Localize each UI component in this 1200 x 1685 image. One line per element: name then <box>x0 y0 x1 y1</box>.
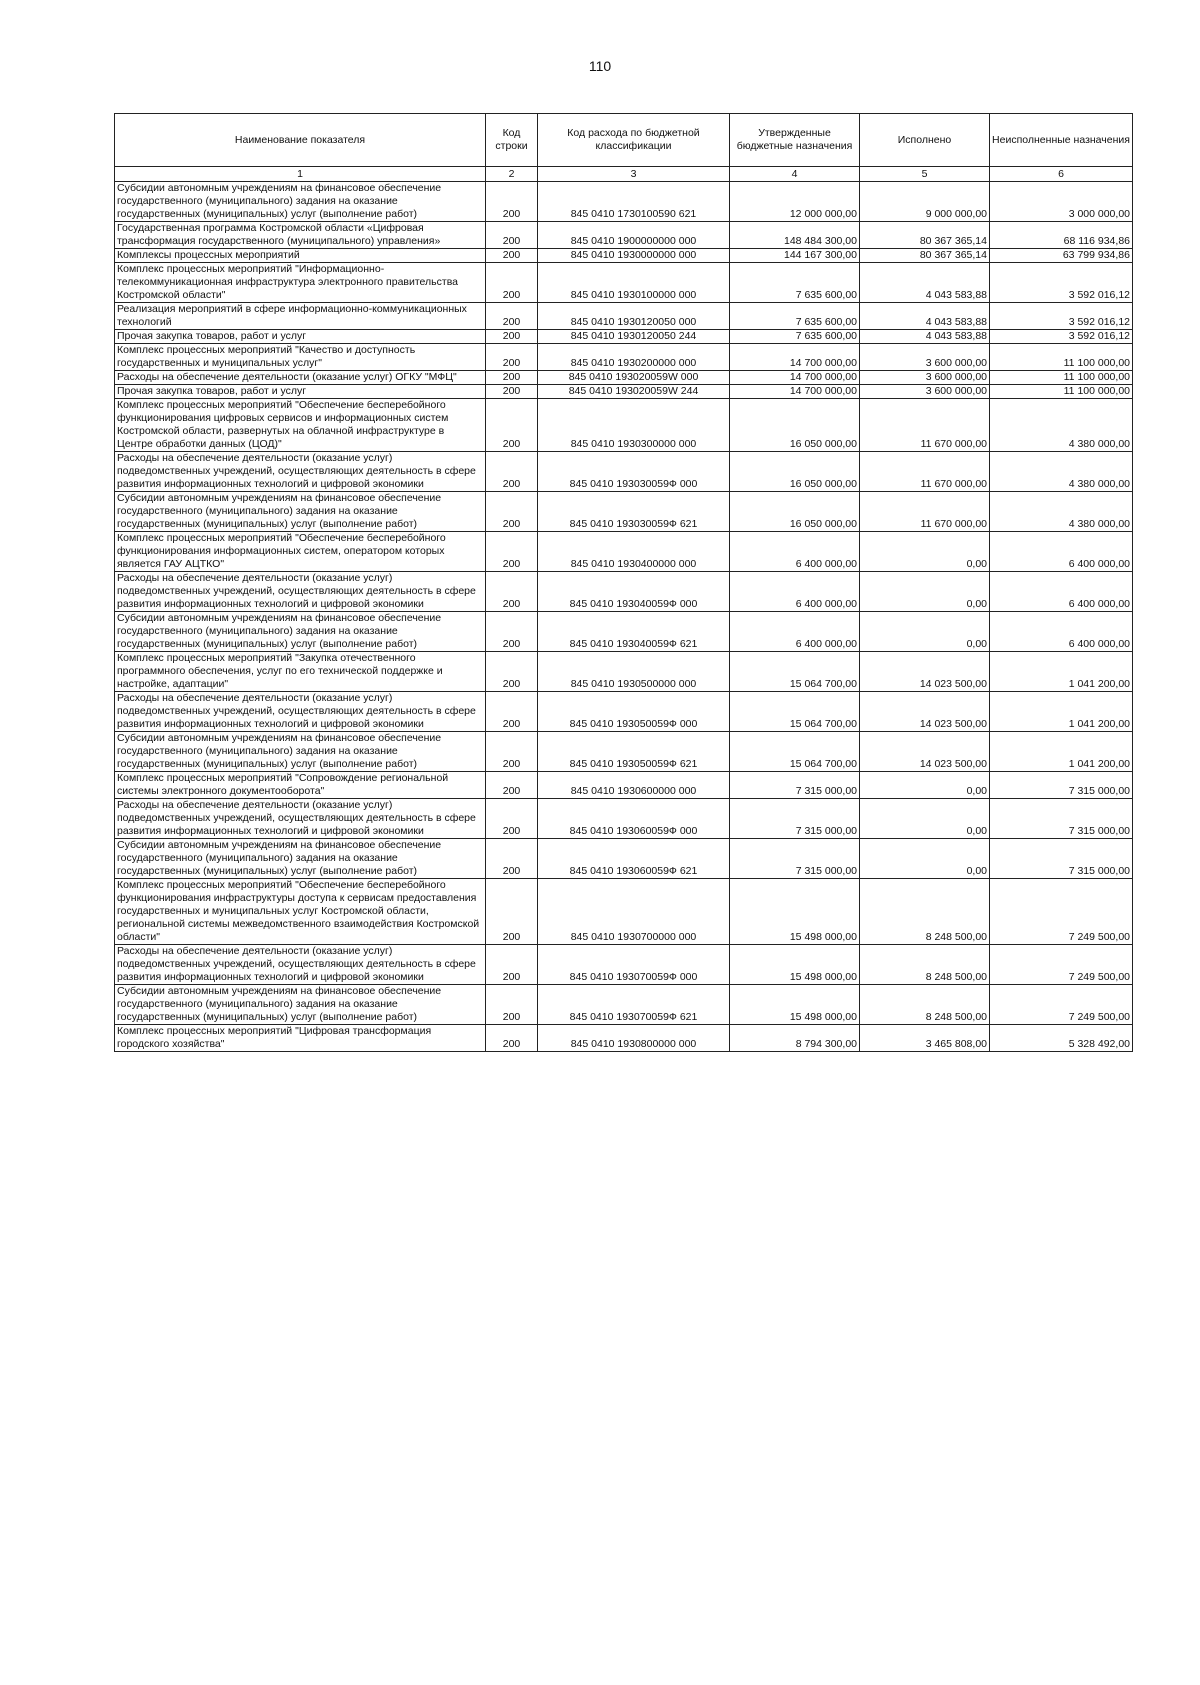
row-name-cell: Расходы на обеспечение деятельности (оказание услуг) подведомственных учреждений, осуществляющих деятельность в сфере развития информационных технологий и цифровой экономики <box>115 799 486 839</box>
row-budget-code-cell: 845 0410 193070059Ф 000 <box>538 945 730 985</box>
row-line-code-cell: 200 <box>486 222 538 249</box>
row-line-code-cell: 200 <box>486 945 538 985</box>
column-number: 3 <box>538 167 730 182</box>
header-name: Наименование показателя <box>115 114 486 167</box>
table-body <box>115 182 1133 1052</box>
row-unexecuted-cell: 7 249 500,00 <box>990 985 1133 1025</box>
row-executed-cell: 14 023 500,00 <box>860 692 990 732</box>
row-name-cell: Комплекс процессных мероприятий "Обеспечение бесперебойного функционирования информационных систем, оператором которых является ГАУ АЦТКО" <box>115 532 486 572</box>
row-name-cell: Субсидии автономным учреждениям на финансовое обеспечение государственного (муниципального) задания на оказание государственных (муниципальных) услуг (выполнение работ) <box>115 492 486 532</box>
table-row <box>115 222 1133 249</box>
row-line-code-cell: 200 <box>486 263 538 303</box>
row-approved-cell: 15 064 700,00 <box>730 652 860 692</box>
row-approved-cell: 6 400 000,00 <box>730 572 860 612</box>
row-line-code-cell: 200 <box>486 652 538 692</box>
row-executed-cell: 14 023 500,00 <box>860 652 990 692</box>
row-unexecuted-cell: 7 249 500,00 <box>990 879 1133 945</box>
table-row <box>115 249 1133 263</box>
row-unexecuted-cell: 63 799 934,86 <box>990 249 1133 263</box>
row-line-code-cell: 200 <box>486 532 538 572</box>
row-executed-cell: 0,00 <box>860 532 990 572</box>
column-number: 1 <box>115 167 486 182</box>
table-row <box>115 385 1133 399</box>
table-row <box>115 344 1133 371</box>
row-approved-cell: 15 064 700,00 <box>730 732 860 772</box>
header-budget-code: Код расхода по бюджетной классификации <box>538 114 730 167</box>
row-executed-cell: 8 248 500,00 <box>860 879 990 945</box>
row-approved-cell: 6 400 000,00 <box>730 612 860 652</box>
row-executed-cell: 3 600 000,00 <box>860 385 990 399</box>
row-unexecuted-cell: 6 400 000,00 <box>990 572 1133 612</box>
row-name-cell: Субсидии автономным учреждениям на финансовое обеспечение государственного (муниципального) задания на оказание государственных (муниципальных) услуг (выполнение работ) <box>115 182 486 222</box>
row-executed-cell: 80 367 365,14 <box>860 222 990 249</box>
table-row <box>115 1025 1133 1052</box>
row-name-cell: Расходы на обеспечение деятельности (оказание услуг) подведомственных учреждений, осуществляющих деятельность в сфере развития информационных технологий и цифровой экономики <box>115 692 486 732</box>
row-line-code-cell: 200 <box>486 985 538 1025</box>
row-unexecuted-cell: 3 592 016,12 <box>990 330 1133 344</box>
row-executed-cell: 3 465 808,00 <box>860 1025 990 1052</box>
row-name-cell: Расходы на обеспечение деятельности (оказание услуг) подведомственных учреждений, осуществляющих деятельность в сфере развития информационных технологий и цифровой экономики <box>115 452 486 492</box>
row-unexecuted-cell: 5 328 492,00 <box>990 1025 1133 1052</box>
row-budget-code-cell: 845 0410 1930120050 244 <box>538 330 730 344</box>
row-budget-code-cell: 845 0410 1930800000 000 <box>538 1025 730 1052</box>
table-row <box>115 452 1133 492</box>
row-unexecuted-cell: 7 315 000,00 <box>990 772 1133 799</box>
row-budget-code-cell: 845 0410 193070059Ф 621 <box>538 985 730 1025</box>
row-approved-cell: 144 167 300,00 <box>730 249 860 263</box>
row-name-cell: Субсидии автономным учреждениям на финансовое обеспечение государственного (муниципального) задания на оказание государственных (муниципальных) услуг (выполнение работ) <box>115 839 486 879</box>
row-name-cell: Комплекс процессных мероприятий "Обеспечение бесперебойного функционирования цифровых сервисов и информационных систем Костромской области, развернутых на облачной инфраструктуре в Центре обработки данных (ЦОД)" <box>115 399 486 452</box>
row-unexecuted-cell: 4 380 000,00 <box>990 452 1133 492</box>
row-name-cell: Комплекс процессных мероприятий "Обеспечение бесперебойного функционирования инфраструктуры доступа к сервисам предоставления государственных и муниципальных услуг Костромской области, региональной системы межведомственного взаимодействия Костромской области" <box>115 879 486 945</box>
row-name-cell: Комплекс процессных мероприятий "Цифровая трансформация городского хозяйства" <box>115 1025 486 1052</box>
row-executed-cell: 0,00 <box>860 612 990 652</box>
row-unexecuted-cell: 7 315 000,00 <box>990 799 1133 839</box>
row-line-code-cell: 200 <box>486 1025 538 1052</box>
row-executed-cell: 11 670 000,00 <box>860 492 990 532</box>
row-unexecuted-cell: 6 400 000,00 <box>990 612 1133 652</box>
row-budget-code-cell: 845 0410 193020059W 244 <box>538 385 730 399</box>
row-budget-code-cell: 845 0410 193030059Ф 000 <box>538 452 730 492</box>
row-name-cell: Расходы на обеспечение деятельности (оказание услуг) ОГКУ "МФЦ" <box>115 371 486 385</box>
row-line-code-cell: 200 <box>486 182 538 222</box>
row-unexecuted-cell: 1 041 200,00 <box>990 732 1133 772</box>
row-line-code-cell: 200 <box>486 732 538 772</box>
table-row <box>115 492 1133 532</box>
table-row <box>115 532 1133 572</box>
row-line-code-cell: 200 <box>486 330 538 344</box>
table-row <box>115 879 1133 945</box>
row-executed-cell: 0,00 <box>860 799 990 839</box>
row-executed-cell: 4 043 583,88 <box>860 263 990 303</box>
row-unexecuted-cell: 1 041 200,00 <box>990 652 1133 692</box>
column-number: 5 <box>860 167 990 182</box>
row-approved-cell: 15 064 700,00 <box>730 692 860 732</box>
row-unexecuted-cell: 4 380 000,00 <box>990 399 1133 452</box>
column-number-row <box>115 167 1133 182</box>
row-approved-cell: 7 315 000,00 <box>730 772 860 799</box>
row-name-cell: Комплекс процессных мероприятий "Качество и доступность государственных и муниципальных услуг" <box>115 344 486 371</box>
table-row <box>115 732 1133 772</box>
row-approved-cell: 14 700 000,00 <box>730 371 860 385</box>
row-budget-code-cell: 845 0410 1730100590 621 <box>538 182 730 222</box>
row-executed-cell: 4 043 583,88 <box>860 303 990 330</box>
row-line-code-cell: 200 <box>486 399 538 452</box>
row-line-code-cell: 200 <box>486 879 538 945</box>
row-budget-code-cell: 845 0410 193050059Ф 000 <box>538 692 730 732</box>
column-number: 4 <box>730 167 860 182</box>
row-line-code-cell: 200 <box>486 799 538 839</box>
row-name-cell: Прочая закупка товаров, работ и услуг <box>115 330 486 344</box>
row-unexecuted-cell: 3 000 000,00 <box>990 182 1133 222</box>
row-line-code-cell: 200 <box>486 344 538 371</box>
row-executed-cell: 11 670 000,00 <box>860 399 990 452</box>
row-line-code-cell: 200 <box>486 249 538 263</box>
row-line-code-cell: 200 <box>486 303 538 330</box>
row-approved-cell: 7 315 000,00 <box>730 839 860 879</box>
row-approved-cell: 12 000 000,00 <box>730 182 860 222</box>
header-executed: Исполнено <box>860 114 990 167</box>
row-approved-cell: 15 498 000,00 <box>730 945 860 985</box>
row-approved-cell: 7 635 600,00 <box>730 303 860 330</box>
row-unexecuted-cell: 68 116 934,86 <box>990 222 1133 249</box>
table-row <box>115 945 1133 985</box>
table-row <box>115 371 1133 385</box>
row-line-code-cell: 200 <box>486 692 538 732</box>
table-row <box>115 399 1133 452</box>
page-number: 110 <box>588 58 612 74</box>
row-approved-cell: 16 050 000,00 <box>730 399 860 452</box>
row-approved-cell: 16 050 000,00 <box>730 452 860 492</box>
row-unexecuted-cell: 3 592 016,12 <box>990 303 1133 330</box>
header-line-code: Код строки <box>486 114 538 167</box>
table-row <box>115 303 1133 330</box>
row-unexecuted-cell: 7 315 000,00 <box>990 839 1133 879</box>
row-budget-code-cell: 845 0410 1930000000 000 <box>538 249 730 263</box>
row-name-cell: Комплекс процессных мероприятий "Закупка отечественного программного обеспечения, услуг по его технической поддержке и настройке, адаптации" <box>115 652 486 692</box>
table-row <box>115 612 1133 652</box>
row-approved-cell: 15 498 000,00 <box>730 879 860 945</box>
row-name-cell: Комплексы процессных мероприятий <box>115 249 486 263</box>
row-unexecuted-cell: 11 100 000,00 <box>990 371 1133 385</box>
table-row <box>115 692 1133 732</box>
row-approved-cell: 6 400 000,00 <box>730 532 860 572</box>
table-row <box>115 182 1133 222</box>
table-row <box>115 985 1133 1025</box>
row-approved-cell: 148 484 300,00 <box>730 222 860 249</box>
header-unexecuted: Неисполненные назначения <box>990 114 1133 167</box>
row-unexecuted-cell: 11 100 000,00 <box>990 385 1133 399</box>
row-budget-code-cell: 845 0410 193040059Ф 621 <box>538 612 730 652</box>
row-budget-code-cell: 845 0410 193040059Ф 000 <box>538 572 730 612</box>
row-approved-cell: 7 635 600,00 <box>730 263 860 303</box>
budget-report-table <box>114 113 1133 1052</box>
row-budget-code-cell: 845 0410 1930300000 000 <box>538 399 730 452</box>
row-line-code-cell: 200 <box>486 772 538 799</box>
row-name-cell: Субсидии автономным учреждениям на финансовое обеспечение государственного (муниципального) задания на оказание государственных (муниципальных) услуг (выполнение работ) <box>115 612 486 652</box>
row-unexecuted-cell: 4 380 000,00 <box>990 492 1133 532</box>
row-approved-cell: 14 700 000,00 <box>730 385 860 399</box>
row-name-cell: Расходы на обеспечение деятельности (оказание услуг) подведомственных учреждений, осуществляющих деятельность в сфере развития информационных технологий и цифровой экономики <box>115 945 486 985</box>
row-budget-code-cell: 845 0410 1930600000 000 <box>538 772 730 799</box>
table-row <box>115 652 1133 692</box>
row-name-cell: Субсидии автономным учреждениям на финансовое обеспечение государственного (муниципального) задания на оказание государственных (муниципальных) услуг (выполнение работ) <box>115 732 486 772</box>
column-number: 6 <box>990 167 1133 182</box>
table-header-row <box>115 114 1133 167</box>
row-executed-cell: 0,00 <box>860 772 990 799</box>
row-unexecuted-cell: 1 041 200,00 <box>990 692 1133 732</box>
row-executed-cell: 80 367 365,14 <box>860 249 990 263</box>
row-budget-code-cell: 845 0410 193020059W 000 <box>538 371 730 385</box>
row-name-cell: Государственная программа Костромской области «Цифровая трансформация государственного (муниципального) управления» <box>115 222 486 249</box>
header-approved: Утвержденные бюджетные назначения <box>730 114 860 167</box>
table-row <box>115 772 1133 799</box>
table-row <box>115 263 1133 303</box>
row-approved-cell: 7 635 600,00 <box>730 330 860 344</box>
row-name-cell: Прочая закупка товаров, работ и услуг <box>115 385 486 399</box>
row-budget-code-cell: 845 0410 1900000000 000 <box>538 222 730 249</box>
row-unexecuted-cell: 6 400 000,00 <box>990 532 1133 572</box>
row-budget-code-cell: 845 0410 1930100000 000 <box>538 263 730 303</box>
row-executed-cell: 0,00 <box>860 839 990 879</box>
table-row <box>115 839 1133 879</box>
row-line-code-cell: 200 <box>486 385 538 399</box>
row-executed-cell: 4 043 583,88 <box>860 330 990 344</box>
row-approved-cell: 14 700 000,00 <box>730 344 860 371</box>
row-executed-cell: 3 600 000,00 <box>860 371 990 385</box>
row-budget-code-cell: 845 0410 193060059Ф 621 <box>538 839 730 879</box>
row-line-code-cell: 200 <box>486 839 538 879</box>
row-name-cell: Расходы на обеспечение деятельности (оказание услуг) подведомственных учреждений, осуществляющих деятельность в сфере развития информационных технологий и цифровой экономики <box>115 572 486 612</box>
row-name-cell: Комплекс процессных мероприятий "Информационно-телекоммуникационная инфраструктура электронного правительства Костромской области" <box>115 263 486 303</box>
row-executed-cell: 3 600 000,00 <box>860 344 990 371</box>
row-line-code-cell: 200 <box>486 452 538 492</box>
row-approved-cell: 7 315 000,00 <box>730 799 860 839</box>
row-budget-code-cell: 845 0410 193050059Ф 621 <box>538 732 730 772</box>
row-unexecuted-cell: 11 100 000,00 <box>990 344 1133 371</box>
row-line-code-cell: 200 <box>486 612 538 652</box>
row-unexecuted-cell: 3 592 016,12 <box>990 263 1133 303</box>
table-row <box>115 799 1133 839</box>
table-row <box>115 572 1133 612</box>
row-executed-cell: 9 000 000,00 <box>860 182 990 222</box>
row-approved-cell: 8 794 300,00 <box>730 1025 860 1052</box>
row-approved-cell: 15 498 000,00 <box>730 985 860 1025</box>
row-executed-cell: 11 670 000,00 <box>860 452 990 492</box>
row-line-code-cell: 200 <box>486 492 538 532</box>
row-executed-cell: 14 023 500,00 <box>860 732 990 772</box>
row-budget-code-cell: 845 0410 1930200000 000 <box>538 344 730 371</box>
row-line-code-cell: 200 <box>486 572 538 612</box>
row-line-code-cell: 200 <box>486 371 538 385</box>
row-unexecuted-cell: 7 249 500,00 <box>990 945 1133 985</box>
row-name-cell: Субсидии автономным учреждениям на финансовое обеспечение государственного (муниципального) задания на оказание государственных (муниципальных) услуг (выполнение работ) <box>115 985 486 1025</box>
row-executed-cell: 8 248 500,00 <box>860 945 990 985</box>
row-executed-cell: 8 248 500,00 <box>860 985 990 1025</box>
row-name-cell: Реализация мероприятий в сфере информационно-коммуникационных технологий <box>115 303 486 330</box>
row-approved-cell: 16 050 000,00 <box>730 492 860 532</box>
row-budget-code-cell: 845 0410 1930400000 000 <box>538 532 730 572</box>
table-row <box>115 330 1133 344</box>
row-budget-code-cell: 845 0410 1930700000 000 <box>538 879 730 945</box>
row-budget-code-cell: 845 0410 193030059Ф 621 <box>538 492 730 532</box>
row-budget-code-cell: 845 0410 1930120050 000 <box>538 303 730 330</box>
row-budget-code-cell: 845 0410 1930500000 000 <box>538 652 730 692</box>
row-executed-cell: 0,00 <box>860 572 990 612</box>
column-number: 2 <box>486 167 538 182</box>
row-name-cell: Комплекс процессных мероприятий "Сопровождение региональной системы электронного документооборота" <box>115 772 486 799</box>
row-budget-code-cell: 845 0410 193060059Ф 000 <box>538 799 730 839</box>
